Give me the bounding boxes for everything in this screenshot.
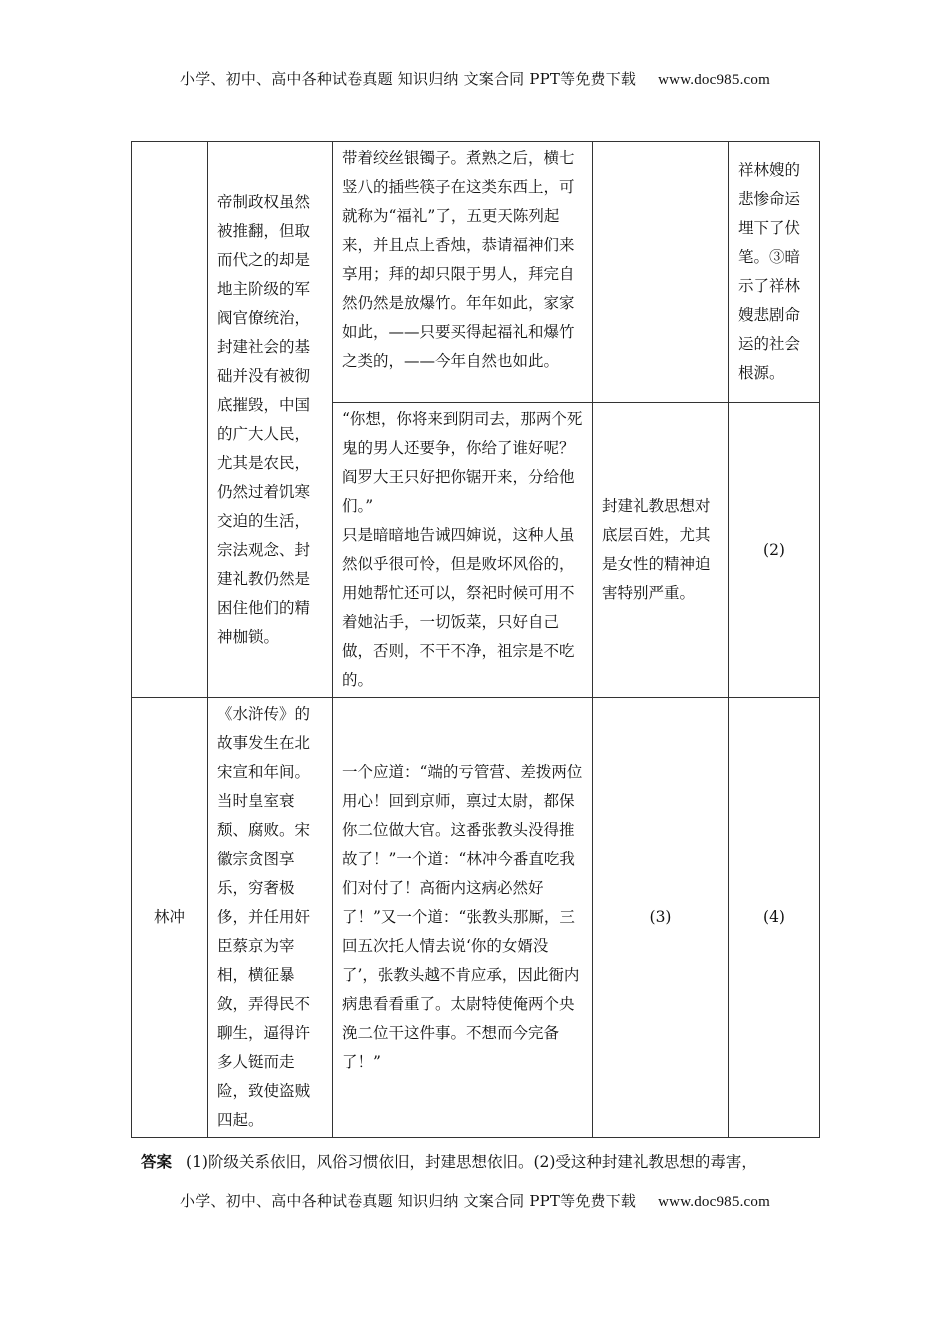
- effect-text: (2): [763, 540, 785, 559]
- excerpt-text: “你想，你将来到阴司去，那两个死鬼的男人还要争，你给了谁好呢？阎罗大王只好把你锯开来，分给他们。” 只是暗暗地告诫四婶说，这种人虽然似乎很可怜，但是败坏风俗的，用她帮忙还可以，祭祀时候可用不着她沾手，一切饭菜，只好自己做，否则，不干不净，祖宗是不吃的。: [342, 410, 583, 689]
- table-row: [132, 142, 820, 403]
- effect-cell: [729, 698, 820, 1138]
- header-text: 小学、初中、高中各种试卷真题 知识归纳 文案合同 PPT等免费下载: [180, 70, 637, 88]
- footer-url[interactable]: www.doc985.com: [658, 1194, 770, 1210]
- effect-text: (4): [763, 908, 785, 926]
- character-name: 林冲: [153, 908, 185, 926]
- background-cell: [208, 142, 333, 698]
- reflection-text: (3): [649, 908, 672, 926]
- background-text: 帝制政权虽然被推翻，但取而代之的却是地主阶级的军阀官僚统治，封建社会的基础并没有被彻底摧毁，中国的广大人民，尤其是农民，仍然过着饥寒交迫的生活，宗法观念、封建礼教仍然是困住他们的精神枷锁。: [217, 192, 311, 646]
- effect-text: 祥林嫂的悲惨命运埋下了伏笔。③暗示了祥林嫂悲剧命运的社会根源。: [738, 161, 801, 382]
- reflection-cell: [593, 403, 729, 698]
- footer-text: 小学、初中、高中各种试卷真题 知识归纳 文案合同 PPT等免费下载: [180, 1192, 637, 1210]
- answer-label: 答案: [141, 1153, 173, 1171]
- table-row: [132, 698, 820, 1138]
- background-text: 《水浒传》的故事发生在北宋宣和年间。当时皇室衰颓、腐败。宋徽宗贪图享乐，穷奢极侈，并任用奸臣蔡京为宰相，横征暴敛，弄得民不聊生，逼得许多人铤而走险，致使盗贼四起。: [217, 705, 311, 1129]
- effect-cell: [729, 142, 820, 403]
- excerpt-cell: [333, 142, 593, 403]
- excerpt-text: 带着绞丝银镯子。煮熟之后，横七竖八的插些筷子在这类东西上，可就称为“福礼”了，五更天陈列起来，并且点上香烛，恭请福神们来享用；拜的却只限于男人，拜完自然仍然是放爆竹。年年如此，家家如此，——只要买得起福礼和爆竹之类的，——今年自然也如此。: [342, 149, 575, 370]
- page-footer: [0, 1190, 950, 1211]
- answer-text: (1)阶级关系依旧，风俗习惯依旧，封建思想依旧。(2)受这种封建礼教思想的毒害，: [186, 1153, 757, 1171]
- excerpt-cell: [333, 403, 593, 698]
- character-cell: [132, 698, 208, 1138]
- character-cell: [132, 142, 208, 698]
- effect-cell: [729, 403, 820, 698]
- analysis-table: [131, 141, 820, 1138]
- excerpt-text: 一个应道：“端的亏管营、差拨两位用心！回到京师，禀过太尉，都保你二位做大官。这番张教头没得推故了！”一个道：“林冲今番直吃我们对付了！高衙内这病必然好了！”又一个道：“张教头那厮，三回五次托人情去说‘你的女婿没了’，张教头越不肯应承，因此衙内病患看看重了。太尉特使俺两个央浼二位干这件事。不想而今完备了！”: [342, 763, 583, 1071]
- reflection-cell: [593, 142, 729, 403]
- reflection-text: 封建礼教思想对底层百姓，尤其是女性的精神迫害特别严重。: [602, 497, 711, 602]
- background-cell: [208, 698, 333, 1138]
- answer-paragraph: [141, 1150, 821, 1172]
- reflection-cell: [593, 698, 729, 1138]
- header-url[interactable]: www.doc985.com: [658, 72, 770, 88]
- page-header: [0, 68, 950, 89]
- excerpt-cell: [333, 698, 593, 1138]
